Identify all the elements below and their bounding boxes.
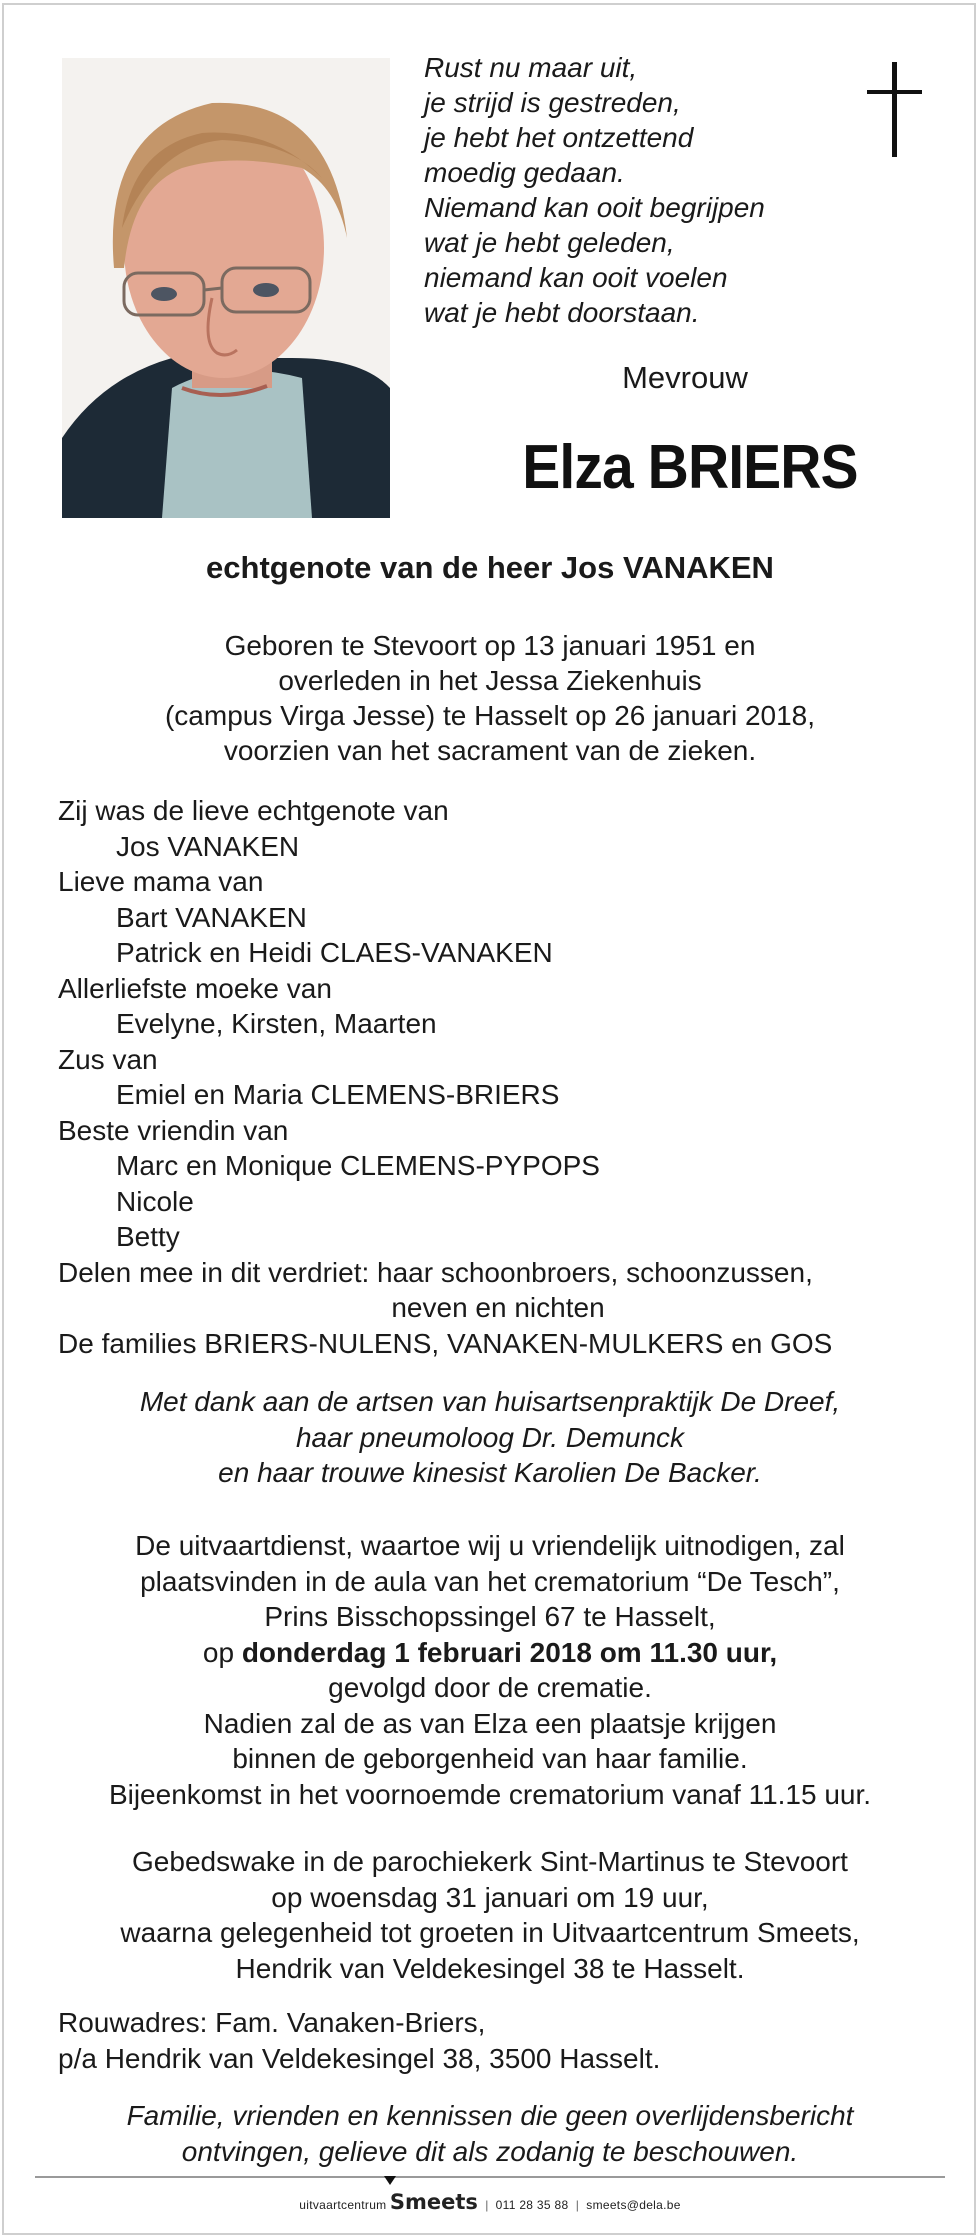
service-line: Nadien zal de as van Elza een plaatsje krijgen <box>203 1707 777 1739</box>
family-relation: Zij was de lieve echtgenote van <box>58 795 449 826</box>
footer-phone: 011 28 35 88 <box>495 2198 569 2212</box>
vigil-line: op woensdag 31 januari om 19 uur, <box>271 1881 709 1913</box>
portrait-illustration <box>62 58 390 518</box>
spouse-line: echtgenote van de heer Jos VANAKEN <box>206 550 774 585</box>
funeral-home-brand: Smeets <box>389 2190 478 2214</box>
poem-line: je strijd is gestreden, <box>424 87 681 118</box>
mourning-address <box>58 2005 938 2076</box>
family-member: Evelyne, Kirsten, Maarten <box>116 1008 437 1039</box>
prayer-vigil <box>0 1844 980 1986</box>
family-relation: De families BRIERS-NULENS, VANAKEN-MULKERS en GOS <box>58 1327 833 1359</box>
service-line: Prins Bisschopssingel 67 te Hasselt, <box>264 1601 716 1632</box>
funeral-service <box>0 1528 980 1812</box>
funeral-home-logo <box>390 2190 478 2214</box>
footer-email[interactable]: smeets@dela.be <box>586 2198 681 2212</box>
service-line: gevolgd door de crematie. <box>328 1672 652 1703</box>
notice-line: Familie, vrienden en kennissen die geen overlijdensbericht <box>126 2100 854 2131</box>
service-line: De uitvaartdienst, waartoe wij u vriendelijk uitnodigen, zal <box>135 1530 845 1561</box>
family-member: Patrick en Heidi CLAES-VANAKEN <box>116 937 553 968</box>
notice <box>0 2098 980 2169</box>
address-line: Rouwadres: Fam. Vanaken-Briers, <box>58 2007 486 2038</box>
footer-prefix: uitvaartcentrum <box>299 2198 387 2212</box>
thanks-note <box>0 1384 980 1491</box>
service-date-line <box>0 1635 980 1671</box>
logo-triangle-icon <box>384 2176 396 2185</box>
family-relation: Allerliefste moeke van <box>58 972 332 1004</box>
birth-death-line: (campus Virga Jesse) te Hasselt op 26 januari 2018, <box>164 700 816 731</box>
birth-death-line: overleden in het Jessa Ziekenhuis <box>278 665 702 696</box>
poem <box>424 50 844 330</box>
thanks-line: haar pneumoloog Dr. Demunck <box>295 1421 685 1453</box>
family-member: Emiel en Maria CLEMENS-BRIERS <box>116 1079 560 1110</box>
deceased-name: Elza BRIERS <box>522 433 858 502</box>
thanks-line: en haar trouwe kinesist Karolien De Backer. <box>218 1457 762 1488</box>
poem-line: je hebt het ontzettend <box>424 122 694 153</box>
footer-separator: | <box>485 2198 489 2212</box>
vigil-line: Hendrik van Veldekesingel 38 te Hasselt. <box>235 1952 745 1984</box>
footer-divider <box>35 2176 945 2178</box>
birth-death-details <box>0 628 980 768</box>
poem-line: Niemand kan ooit begrijpen <box>424 192 765 223</box>
portrait-photo <box>62 58 390 518</box>
service-date: donderdag 1 februari 2018 om 11.30 uur, <box>241 1636 778 1668</box>
poem-line: Rust nu maar uit, <box>424 52 638 83</box>
family-relation: Lieve mama van <box>58 866 264 897</box>
family-relation: Beste vriendin van <box>58 1114 289 1146</box>
family-list <box>58 793 938 1361</box>
family-relation: Zus van <box>58 1043 158 1075</box>
service-line: plaatsvinden in de aula van het crematorium “De Tesch”, <box>140 1565 840 1597</box>
family-member: Marc en Monique CLEMENS-PYPOPS <box>116 1150 600 1181</box>
family-member: Nicole <box>116 1185 194 1217</box>
cross-icon <box>865 60 925 160</box>
service-line: Bijeenkomst in het voornoemde crematorium vanaf 11.15 uur. <box>108 1778 872 1810</box>
birth-death-line: voorzien van het sacrament van de zieken. <box>223 735 757 766</box>
service-line: binnen de geborgenheid van haar familie. <box>232 1743 748 1774</box>
family-member: Jos VANAKEN <box>116 830 300 862</box>
poem-line: moedig gedaan. <box>424 157 625 188</box>
notice-line: ontvingen, gelieve dit als zodanig te beschouwen. <box>181 2135 799 2167</box>
family-member: neven en nichten <box>391 1292 605 1323</box>
footer-separator: | <box>575 2198 579 2212</box>
address-line: p/a Hendrik van Veldekesingel 38, 3500 Hasselt. <box>58 2042 661 2074</box>
family-member: Betty <box>116 1221 180 1252</box>
honorific: Mevrouw <box>622 360 748 395</box>
vigil-line: waarna gelegenheid tot groeten in Uitvaartcentrum Smeets, <box>120 1917 860 1948</box>
footer <box>0 2190 980 2214</box>
poem-line: wat je hebt doorstaan. <box>424 297 700 328</box>
vigil-line: Gebedswake in de parochiekerk Sint-Martinus te Stevoort <box>132 1846 848 1877</box>
thanks-line: Met dank aan de artsen van huisartsenpraktijk De Dreef, <box>139 1386 841 1417</box>
poem-line: wat je hebt geleden, <box>424 227 675 258</box>
family-relation: Delen mee in dit verdriet: haar schoonbroers, schoonzussen, <box>58 1256 813 1288</box>
service-date-prefix: op <box>202 1636 235 1668</box>
poem-line: niemand kan ooit voelen <box>424 262 728 293</box>
birth-death-line: Geboren te Stevoort op 13 januari 1951 en <box>224 630 756 661</box>
family-member: Bart VANAKEN <box>116 901 307 933</box>
